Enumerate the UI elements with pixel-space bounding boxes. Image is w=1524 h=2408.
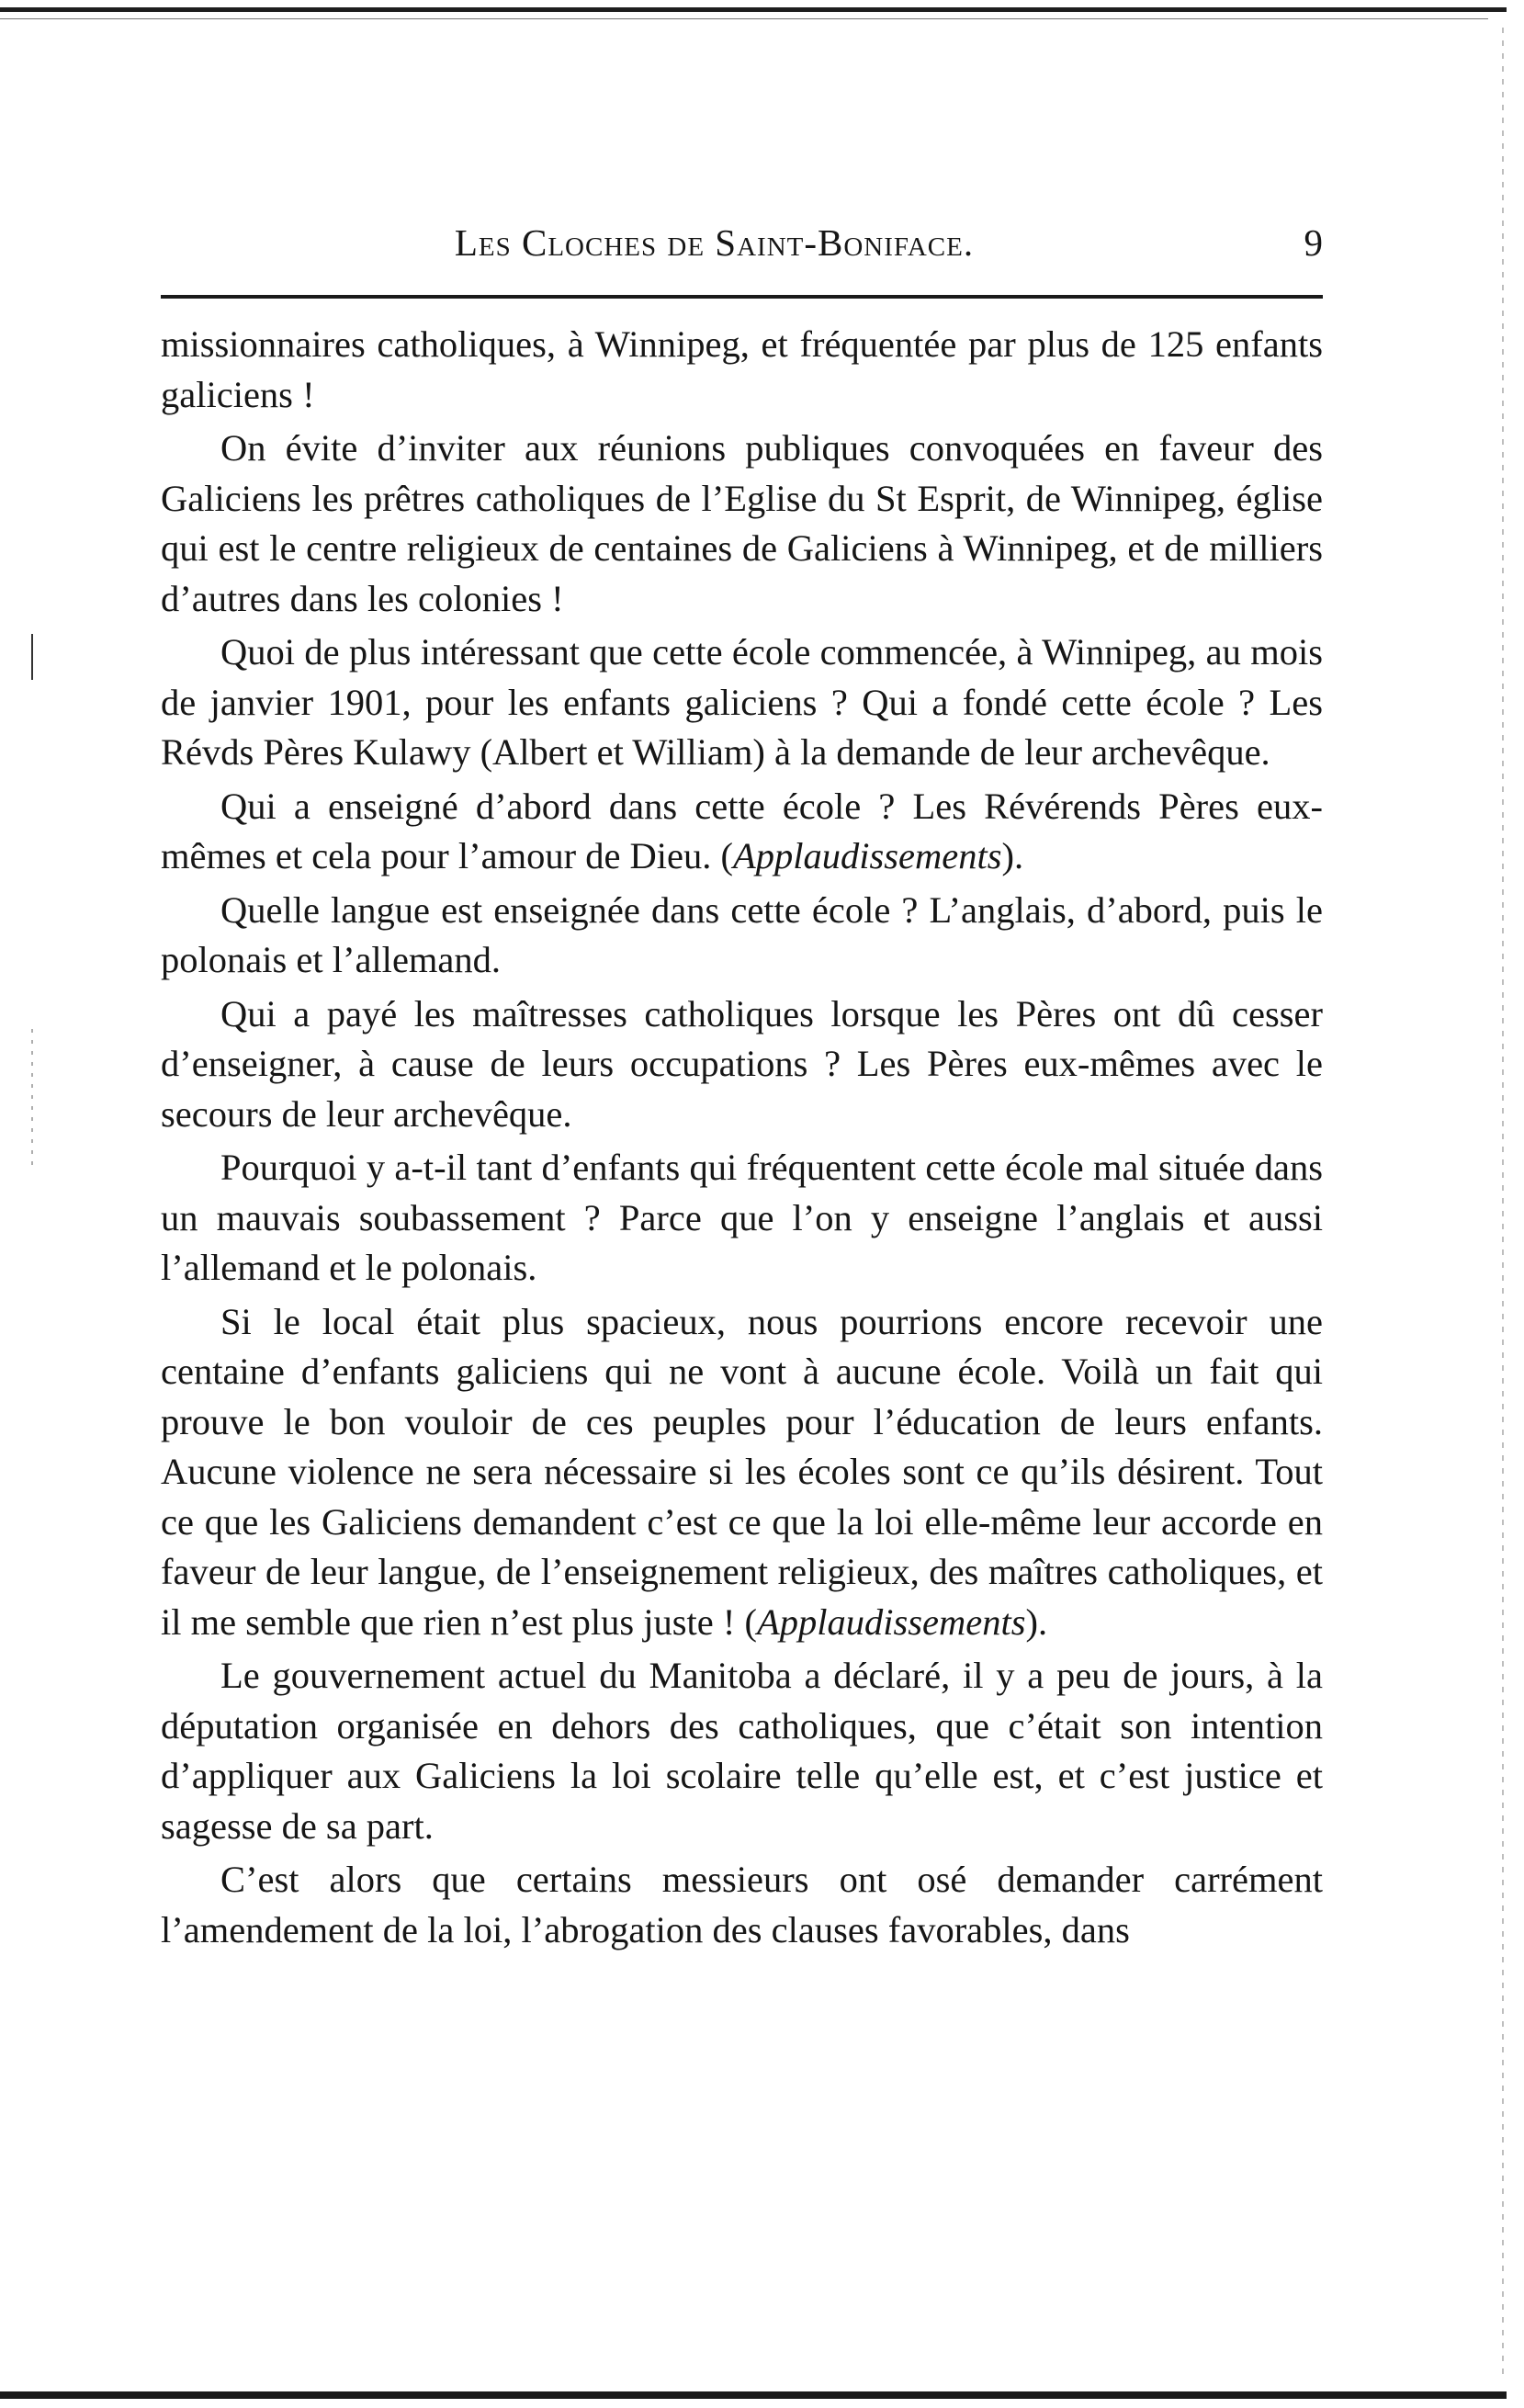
paragraph [161,1297,1323,1648]
page-header [161,220,1323,276]
paragraph-text: Si le local était plus spacieux, nous pourrions encore recevoir une centaine d’enfants galiciens qui ne vont à aucune école. Voilà un fait qui prouve le bon vouloir de ces peuples pour l’éducation de leurs enfants. Aucune violence ne sera nécessaire si les écoles sont ce qu’ils désirent. Tout ce que les Galiciens demandent c’est ce que la loi elle-même leur accorde en faveur de leur langue, de l’enseignement religieux, des maîtres catholiques, et il me semble que rien n’est plus juste ! ( [161,1300,1323,1643]
bottom-border-rule [0,2391,1507,2399]
paragraph [161,424,1323,624]
paragraph-text: Quoi de plus intéressant que cette école commencée, à Winnipeg, au mois de janvier 1901, pour les enfants galiciens ? Qui a fondé cette école ? Les Révds Pères Kulawy (Albert et William) à la demande de leur archevêque. [161,631,1323,773]
paragraph-text-end: ). [1001,835,1024,876]
paragraph-text: Pourquoi y a-t-il tant d’enfants qui fréquentent cette école mal située dans un mauvais soubassement ? Parce que l’on y enseigne l’anglais et aussi l’allemand et le polonais. [161,1147,1323,1288]
paragraph [161,1143,1323,1294]
running-title: Les Cloches de Saint-Boniface. [454,221,975,264]
paragraph-text: Quelle langue est enseignée dans cette école ? L’anglais, d’abord, puis le polonais et l’allemand. [161,888,1323,980]
paragraph [161,320,1323,420]
paragraph-text-end: ). [1025,1600,1048,1643]
paragraph-text: On évite d’inviter aux réunions publiques convoquées en faveur des Galiciens les prêtres catholiques de l’Eglise du St Esprit, de Winnipeg, église qui est le centre religieux de centaines de Galiciens à Winnipeg, et de milliers d’autres dans les colonies ! [161,427,1323,619]
paragraph [161,627,1323,778]
page-number: 9 [1304,221,1323,264]
page-edge [1502,28,1504,2380]
body-text [161,320,1323,1959]
paragraph [161,989,1323,1140]
applause-note: Applaudissements [756,1600,1026,1643]
paragraph-text: Qui a payé les maîtresses catholiques lorsque les Pères ont dû cesser d’enseigner, à cause de leurs occupations ? Les Pères eux-mêmes avec le secours de leur archevêque. [161,992,1323,1135]
paragraph [161,782,1323,882]
top-border-rule [0,7,1507,12]
top-border-thin-rule [0,18,1488,19]
paragraph-text: Qui a enseigné d’abord dans cette école ? Les Révérends Pères eux-mêmes et cela pour l’amour de Dieu. ( [161,785,1323,876]
margin-dots [31,1029,33,1167]
applause-note: Applaudissements [733,835,1002,876]
paragraph-text: C’est alors que certains messieurs ont osé demander carrément l’amendement de la loi, l’abrogation des clauses favorables, dans [161,1859,1323,1950]
paragraph-text: Le gouvernement actuel du Manitoba a déclaré, il y a peu de jours, à la députation organisée en dehors des catholiques, que c’était son intention d’appliquer aux Galiciens la loi scolaire telle qu’elle est, et c’est justice et sagesse de sa part. [161,1655,1323,1847]
paragraph-text: missionnaires catholiques, à Winnipeg, et fréquentée par plus de 125 enfants galiciens ! [161,323,1323,415]
paragraph [161,1855,1323,1955]
paragraph [161,1651,1323,1851]
margin-mark [31,634,33,680]
paragraph [161,886,1323,986]
header-rule [161,295,1323,299]
